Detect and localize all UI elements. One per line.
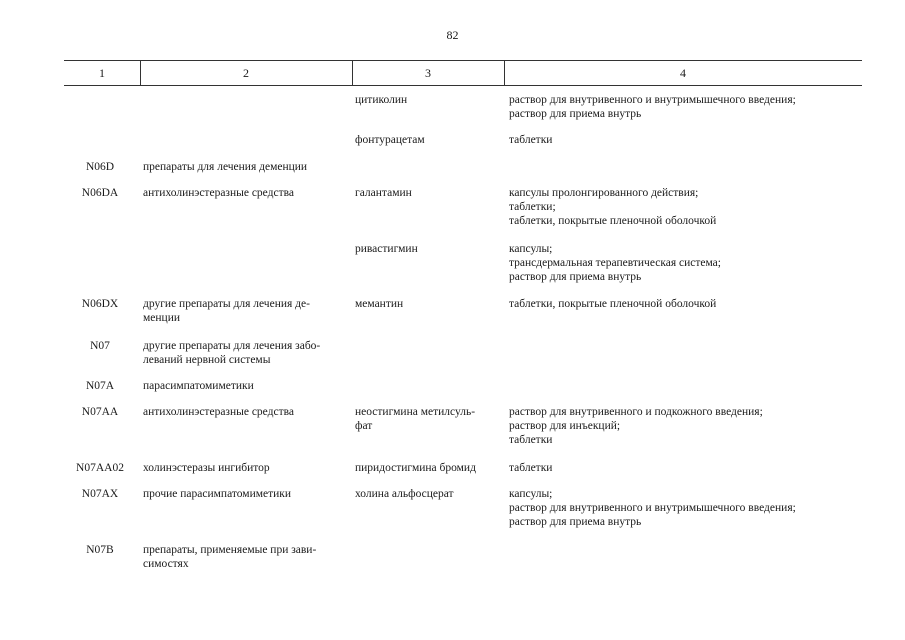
group-name-line: препараты, применяемые при зави-	[143, 544, 317, 556]
column-header-3: 3	[425, 66, 431, 80]
group-name	[143, 160, 351, 174]
group-name-line: леваний нервной системы	[143, 354, 271, 366]
drug-name	[355, 93, 503, 107]
atc-code: N07A	[85, 380, 115, 392]
dosage-forms-line: капсулы;	[509, 488, 553, 500]
group-name	[143, 543, 351, 571]
group-name	[143, 186, 351, 200]
group-name-line: симостях	[143, 558, 189, 570]
dosage-forms-line: раствор для приема внутрь	[509, 516, 642, 528]
dosage-forms-line: таблетки	[509, 134, 553, 146]
group-name-line: парасимпатомиметики	[143, 380, 254, 392]
dosage-forms-line: капсулы;	[509, 243, 553, 255]
atc-code: N07AA	[81, 406, 119, 418]
dosage-forms	[509, 242, 849, 284]
group-name-line: другие препараты для лечения де-	[143, 298, 310, 310]
drug-name-line: фат	[355, 420, 373, 432]
drug-name	[355, 297, 503, 311]
group-name	[143, 297, 351, 325]
drug-name	[355, 405, 503, 433]
group-name-line: препараты для лечения деменции	[143, 161, 308, 173]
drug-name-line: мемантин	[355, 298, 404, 310]
group-name-line: антихолинэстеразные средства	[143, 187, 294, 199]
atc-code: N07B	[86, 544, 114, 556]
dosage-forms-line: таблетки;	[509, 201, 556, 213]
drug-name-line: ривастигмин	[355, 243, 418, 255]
column-header-1: 1	[99, 66, 105, 80]
drug-name-line: неостигмина метилсуль-	[355, 406, 476, 418]
dosage-forms-line: таблетки, покрытые пленочной оболочкой	[509, 298, 717, 310]
dosage-forms-line: раствор для внутривенного и внутримышечного введения;	[509, 94, 796, 106]
dosage-forms	[509, 405, 849, 447]
dosage-forms	[509, 461, 849, 475]
drug-name-line: цитиколин	[355, 94, 408, 106]
drug-name	[355, 186, 503, 200]
dosage-forms-line: трансдермальная терапевтическая система;	[509, 257, 721, 269]
dosage-forms	[509, 297, 849, 311]
atc-code: N07AA02	[76, 462, 124, 474]
atc-code: N06DA	[81, 187, 119, 199]
group-name-line: другие препараты для лечения забо-	[143, 340, 321, 352]
dosage-forms-line: капсулы пролонгированного действия;	[509, 187, 699, 199]
group-name-line: холинэстеразы ингибитор	[143, 462, 270, 474]
drug-name-line: галантамин	[355, 187, 412, 199]
dosage-forms-line: раствор для приема внутрь	[509, 271, 642, 283]
dosage-forms	[509, 133, 849, 147]
dosage-forms-line: таблетки, покрытые пленочной оболочкой	[509, 215, 717, 227]
dosage-forms-line: раствор для внутривенного и подкожного введения;	[509, 406, 763, 418]
group-name	[143, 379, 351, 393]
column-header-4: 4	[680, 66, 686, 80]
table-header	[64, 60, 862, 86]
group-name	[143, 461, 351, 475]
group-name	[143, 487, 351, 501]
drug-name	[355, 487, 503, 501]
drug-name-line: холина альфосцерат	[355, 488, 454, 500]
group-name	[143, 339, 351, 367]
drug-name	[355, 133, 503, 147]
atc-code: N06D	[85, 161, 115, 173]
atc-code: N06DX	[81, 298, 119, 310]
drug-name	[355, 242, 503, 256]
drug-name	[355, 461, 503, 475]
group-name-line: менции	[143, 312, 180, 324]
drug-name-line: пиридостигмина бромид	[355, 462, 476, 474]
dosage-forms	[509, 487, 849, 529]
dosage-forms	[509, 186, 849, 228]
dosage-forms-line: раствор для инъекций;	[509, 420, 621, 432]
dosage-forms-line: таблетки	[509, 434, 553, 446]
dosage-forms	[509, 93, 849, 121]
drug-name-line: фонтурацетам	[355, 134, 425, 146]
column-header-2: 2	[243, 66, 249, 80]
page-number: 82	[446, 28, 459, 42]
atc-code: N07AX	[81, 488, 119, 500]
group-name	[143, 405, 351, 419]
dosage-forms-line: раствор для приема внутрь	[509, 108, 642, 120]
dosage-forms-line: таблетки	[509, 462, 553, 474]
atc-code: N07	[90, 340, 110, 352]
dosage-forms-line: раствор для внутривенного и внутримышечного введения;	[509, 502, 796, 514]
group-name-line: прочие парасимпатомиметики	[143, 488, 292, 500]
group-name-line: антихолинэстеразные средства	[143, 406, 294, 418]
